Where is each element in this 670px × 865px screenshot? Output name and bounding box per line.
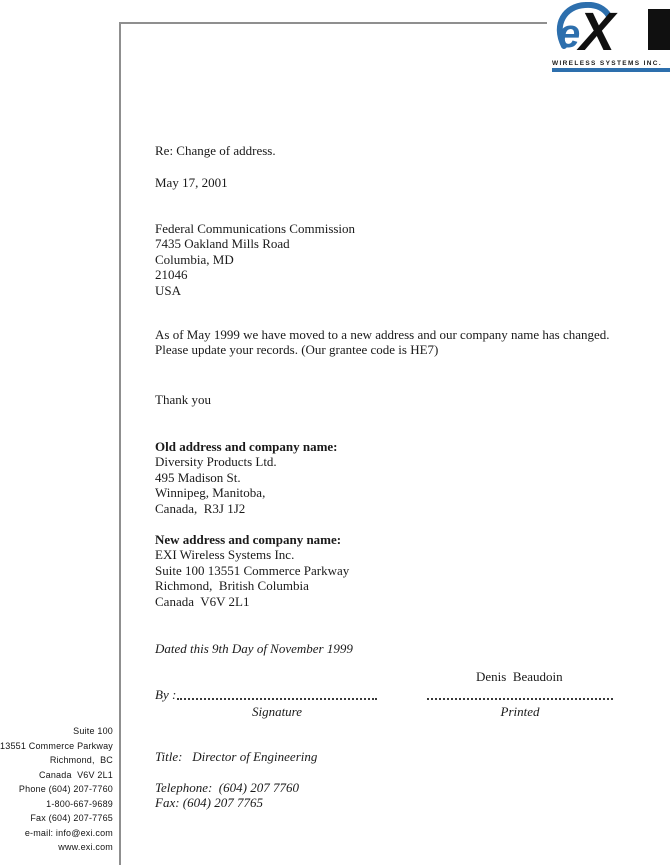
- old-address-line: Winnipeg, Manitoba,: [155, 485, 266, 501]
- date-block: [155, 175, 228, 190]
- new-address-block: [155, 532, 349, 609]
- recipient-line: 7435 Oakland Mills Road: [155, 236, 290, 252]
- signature-caption: Signature: [251, 704, 303, 719]
- sidebar-line: Fax (604) 207-7765: [30, 813, 113, 823]
- printed-dotted-line: [427, 698, 613, 700]
- new-address-line: Richmond, British Columbia: [155, 578, 309, 594]
- signature-dotted-line: [177, 698, 377, 700]
- sidebar-line: 13551 Commerce Parkway: [0, 740, 113, 751]
- re-line: Re: Change of address.: [155, 143, 276, 158]
- title-line: Title: Director of Engineering: [155, 749, 318, 764]
- thank-you-line: Thank you: [155, 392, 211, 407]
- sidebar-line: www.exi.com: [58, 842, 113, 852]
- sidebar-line: Canada V6V 2L1: [38, 769, 113, 780]
- recipient-line: 21046: [155, 267, 188, 283]
- thank-you-block: [155, 392, 211, 407]
- printed-name: Denis Beaudoin: [476, 669, 563, 684]
- body-paragraph: [155, 327, 610, 358]
- sidebar-line: 1-800-667-9689: [46, 798, 113, 809]
- old-address-block: [155, 439, 338, 516]
- phone-fax-block: [155, 780, 299, 811]
- new-address-line: EXI Wireless Systems Inc.: [155, 547, 295, 563]
- letterhead-sidebar: [0, 724, 113, 855]
- re-line-block: [155, 143, 276, 158]
- svg-text:e: e: [558, 12, 581, 54]
- recipient-address-block: [155, 221, 355, 298]
- by-label: By :: [155, 687, 177, 702]
- old-address-heading: Old address and company name:: [155, 439, 338, 454]
- logo-blue-bar: [552, 68, 670, 72]
- sidebar-line: Suite 100: [73, 726, 113, 736]
- sidebar-line: Richmond, BC: [49, 755, 113, 765]
- logo-subtext: WIRELESS SYSTEMS INC.: [552, 60, 662, 67]
- svg-text:X: X: [579, 2, 616, 54]
- exi-logo-mark-icon: [552, 2, 670, 54]
- recipient-line: Columbia, MD: [155, 251, 234, 267]
- fax-line: Fax: (604) 207 7765: [155, 795, 263, 811]
- new-address-heading: New address and company name:: [155, 532, 342, 547]
- old-address-line: 495 Madison St.: [155, 469, 241, 485]
- printed-caption: Printed: [500, 704, 540, 719]
- dated-line: Dated this 9th Day of November 1999: [155, 641, 353, 656]
- old-address-line: Canada, R3J 1J2: [155, 500, 246, 516]
- page-left-rule: [119, 22, 121, 865]
- body-line: As of May 1999 we have moved to a new address and our company name has changed.: [155, 327, 610, 342]
- sidebar-line: Phone (604) 207-7760: [18, 784, 113, 794]
- exi-logo: [552, 2, 670, 72]
- sidebar-line: e-mail: info@exi.com: [24, 827, 113, 838]
- title-block: [155, 749, 317, 764]
- recipient-line: USA: [155, 282, 182, 298]
- body-line: Please update your records. (Our grantee code is HE7): [155, 342, 439, 358]
- recipient-line: Federal Communications Commission: [155, 221, 356, 236]
- old-address-line: Diversity Products Ltd.: [155, 454, 277, 470]
- telephone-line: Telephone: (604) 207 7760: [155, 780, 299, 795]
- new-address-line: Suite 100 13551 Commerce Parkway: [155, 562, 350, 578]
- page-top-rule: [119, 22, 547, 24]
- new-address-line: Canada V6V 2L1: [155, 593, 250, 609]
- dated-block: [155, 641, 353, 656]
- date-line: May 17, 2001: [155, 175, 228, 190]
